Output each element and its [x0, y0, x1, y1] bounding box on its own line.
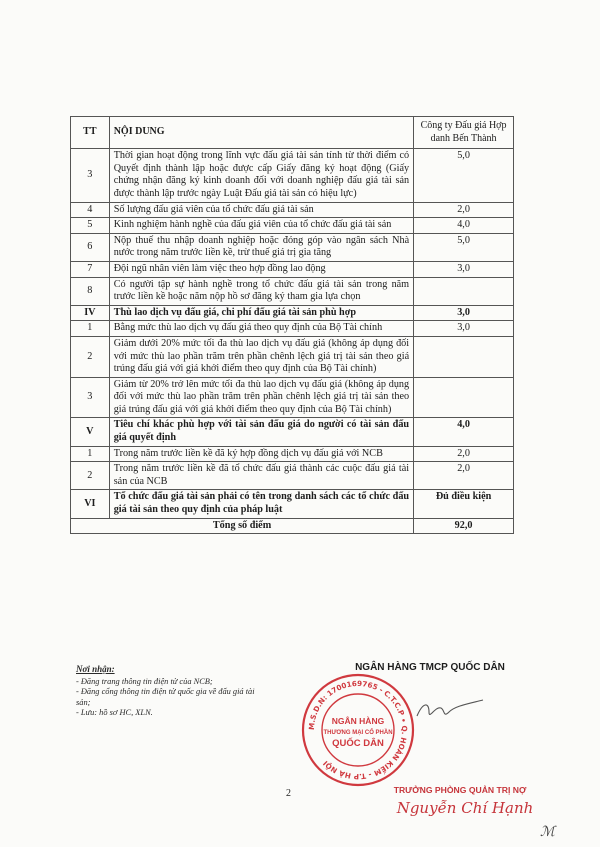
table-row [71, 218, 514, 234]
row-content: Tổ chức đấu giá tài sản phải có tên trong danh sách các tổ chức đấu giá tài sản theo quy định của pháp luật [109, 490, 413, 518]
row-score: 5,0 [414, 233, 514, 261]
margin-initial: ℳ [540, 825, 555, 840]
recipients-heading: Nơi nhận: [76, 664, 115, 674]
row-content: Giảm dưới 20% mức tối đa thù lao dịch vụ đấu giá (không áp dụng đối với mức thù lao phần trăm trên phần chênh lệch giá trị tài sản theo giá trúng đấu giá với giá khởi điểm theo quy định của Bộ Tài chính) [109, 336, 413, 377]
table-body [71, 149, 514, 518]
row-tt: 1 [71, 321, 110, 337]
table-row [71, 336, 514, 377]
row-score: 2,0 [414, 462, 514, 490]
row-score [414, 336, 514, 377]
row-content: Kinh nghiệm hành nghề của đấu giá viên của tổ chức đấu giá tài sản [109, 218, 413, 234]
row-score: 5,0 [414, 149, 514, 202]
page-number: 2 [286, 788, 291, 799]
table-row [71, 149, 514, 202]
row-tt: 2 [71, 336, 110, 377]
seal-line-3: QUỐC DÂN [332, 738, 384, 749]
row-score: 3,0 [414, 261, 514, 277]
header-content: NỘI DUNG [109, 117, 413, 149]
row-tt: 6 [71, 233, 110, 261]
row-score: 4,0 [414, 218, 514, 234]
row-score: Đủ điều kiện [414, 490, 514, 518]
table-row [71, 446, 514, 462]
row-score [414, 277, 514, 305]
header-tt: TT [71, 117, 110, 149]
row-content: Bằng mức thù lao dịch vụ đấu giá theo quy định của Bộ Tài chính [109, 321, 413, 337]
row-tt: 4 [71, 202, 110, 218]
row-score: 3,0 [414, 321, 514, 337]
row-tt: IV [71, 305, 110, 321]
row-tt: 3 [71, 377, 110, 418]
recipients-block [76, 664, 266, 719]
table-row [71, 261, 514, 277]
seal-line-2: THƯƠNG MẠI CỔ PHẦN [323, 730, 393, 736]
row-content: Tiêu chí khác phù hợp với tài sản đấu giá do người có tài sản đấu giá quyết định [109, 418, 413, 446]
row-content: Nộp thuế thu nhập doanh nghiệp hoặc đóng góp vào ngân sách Nhà nước trong năm trước liền kề, trừ thuế giá trị gia tăng [109, 233, 413, 261]
scoring-table [70, 116, 514, 534]
row-tt: 8 [71, 277, 110, 305]
table-row [71, 202, 514, 218]
row-content: Thù lao dịch vụ đấu giá, chi phí đấu giá tài sản phù hợp [109, 305, 413, 321]
table-row [71, 418, 514, 446]
row-tt: 7 [71, 261, 110, 277]
row-tt: 1 [71, 446, 110, 462]
company-seal-icon [300, 672, 416, 788]
recipient-item: - Đăng trang thông tin điện tử của NCB; [76, 676, 213, 686]
bank-name: NGÂN HÀNG TMCP QUỐC DÂN [355, 662, 505, 673]
seal-ring-text: M.S.D.N: 1700169765 - C.T.C.P • Q. HOÀN KIẾM - T.P HÀ NỘI [306, 678, 410, 782]
row-score: 4,0 [414, 418, 514, 446]
row-content: Giảm từ 20% trở lên mức tối đa thù lao dịch vụ đấu giá (không áp dụng đối với mức thù lao phần trăm trên phần chênh lệch giá trị tài sản theo giá trúng đấu giá với giá khởi điểm theo quy định của Bộ Tài chính) [109, 377, 413, 418]
header-company: Công ty Đấu giá Hợp danh Bến Thành [414, 117, 514, 149]
row-tt: 5 [71, 218, 110, 234]
row-score [414, 377, 514, 418]
signer-role: TRƯỞNG PHÒNG QUẢN TRỊ NỢ [393, 785, 527, 795]
table-row [71, 490, 514, 518]
total-score: 92,0 [414, 518, 514, 534]
row-tt: V [71, 418, 110, 446]
row-content: Trong năm trước liền kề đã ký hợp đồng dịch vụ đấu giá với NCB [109, 446, 413, 462]
row-score: 2,0 [414, 446, 514, 462]
row-tt: 3 [71, 149, 110, 202]
row-content: Số lượng đấu giá viên của tổ chức đấu giá tài sản [109, 202, 413, 218]
recipient-item: - Đăng cổng thông tin điện tử quốc gia về đấu giá tài sản; [76, 687, 255, 707]
table-row [71, 277, 514, 305]
row-content: Thời gian hoạt động trong lĩnh vực đấu giá tài sản tính từ thời điểm có Quyết định thành lập hoặc được cấp Giấy đăng ký hoạt động (Giấy chứng nhận đăng ký kinh doanh đối với doanh nghiệp đấu giá tài sản được thành lập trước ngày Luật Đấu giá tài sản có hiệu lực) [109, 149, 413, 202]
row-score: 3,0 [414, 305, 514, 321]
table-row [71, 462, 514, 490]
table-row [71, 305, 514, 321]
table-header-row [71, 117, 514, 149]
signature-icon [415, 696, 485, 726]
table-row [71, 233, 514, 261]
row-tt: 2 [71, 462, 110, 490]
row-score: 2,0 [414, 202, 514, 218]
row-content: Đội ngũ nhân viên làm việc theo hợp đồng lao động [109, 261, 413, 277]
row-content: Có người tập sự hành nghề trong tổ chức đấu giá tài sản trong năm trước liền kề hoặc năm nộp hồ sơ đăng ký tham gia lựa chọn [109, 277, 413, 305]
table-row [71, 377, 514, 418]
total-row [71, 518, 514, 534]
table-row [71, 321, 514, 337]
signer-name: Nguyễn Chí Hạnh [396, 799, 534, 817]
total-label: Tổng số điểm [71, 518, 414, 534]
seal-line-1: NGÂN HÀNG [331, 716, 385, 726]
recipient-item: - Lưu: hồ sơ HC, XLN. [76, 708, 153, 718]
row-content: Trong năm trước liền kề đã tổ chức đấu giá thành các cuộc đấu giá tài sản của NCB [109, 462, 413, 490]
row-tt: VI [71, 490, 110, 518]
